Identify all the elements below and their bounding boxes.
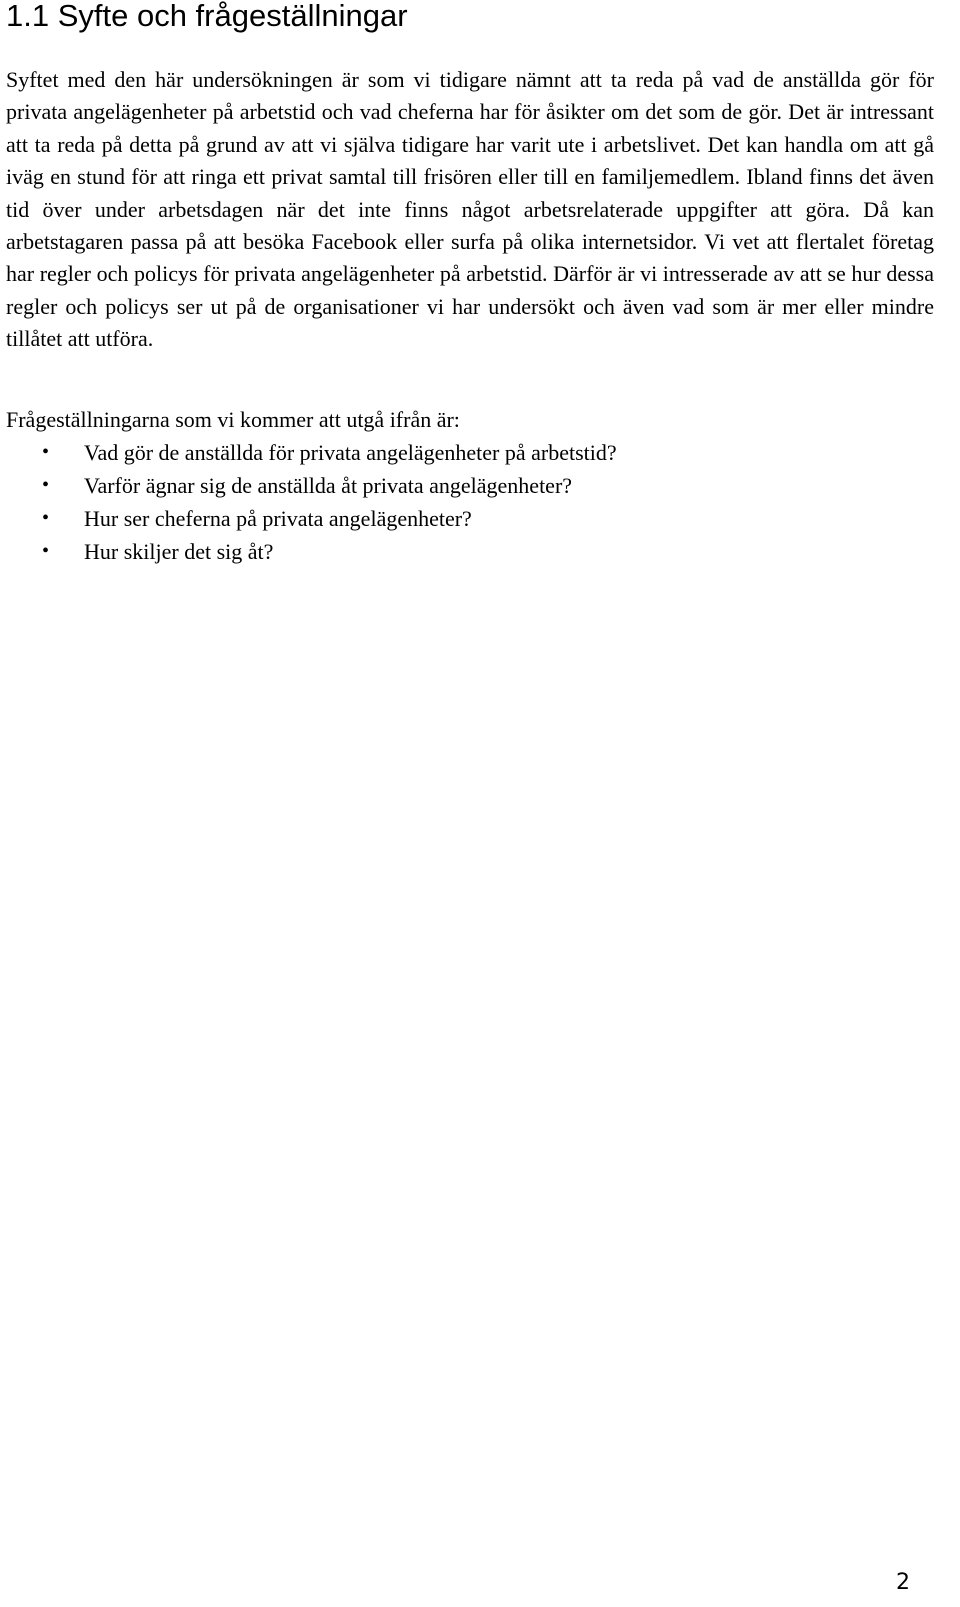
question-text: Vad gör de anställda för privata angelägenheter på arbetstid? [84,440,617,465]
page-number: 2 [896,1570,910,1595]
question-text: Hur skiljer det sig åt? [84,539,274,564]
bullet-icon: • [42,441,50,463]
body-paragraph: Syftet med den här undersökningen är som vi tidigare nämnt att ta reda på vad de anställda gör för privata angelägenheter på arbetstid och vad cheferna har för åsikter om det som de gör. Det är intressant att ta reda på detta på grund av att vi själva tidigare har varit ute i arbetslivet. Det kan handla om att gå iväg en stund för att ringa ett privat samtal till frisören eller till en familjemedlem. Ibland finns det även tid över under arbetsdagen när det inte finns något arbetsrelaterade uppgifter att göra. Då kan arbetstagaren passa på att besöka Facebook eller surfa på olika internetsidor. Vi vet att flertalet företag har regler och policys för privata angelägenheter på arbetstid. Därför är vi intresserade av att se hur dessa regler och policys ser ut på de organisationer vi har undersökt och även vad som är mer eller mindre tillåtet att utföra. [6,67,934,352]
bullet-icon: • [42,474,50,496]
question-text: Varför ägnar sig de anställda åt privata angelägenheter? [84,473,573,498]
questions-intro: Frågeställningarna som vi kommer att utgå ifrån är: [6,407,460,432]
bullet-icon: • [42,540,50,562]
section-heading: 1.1 Syfte och frågeställningar [6,0,408,33]
bullet-icon: • [42,507,50,529]
question-text: Hur ser cheferna på privata angelägenheter? [84,506,472,531]
